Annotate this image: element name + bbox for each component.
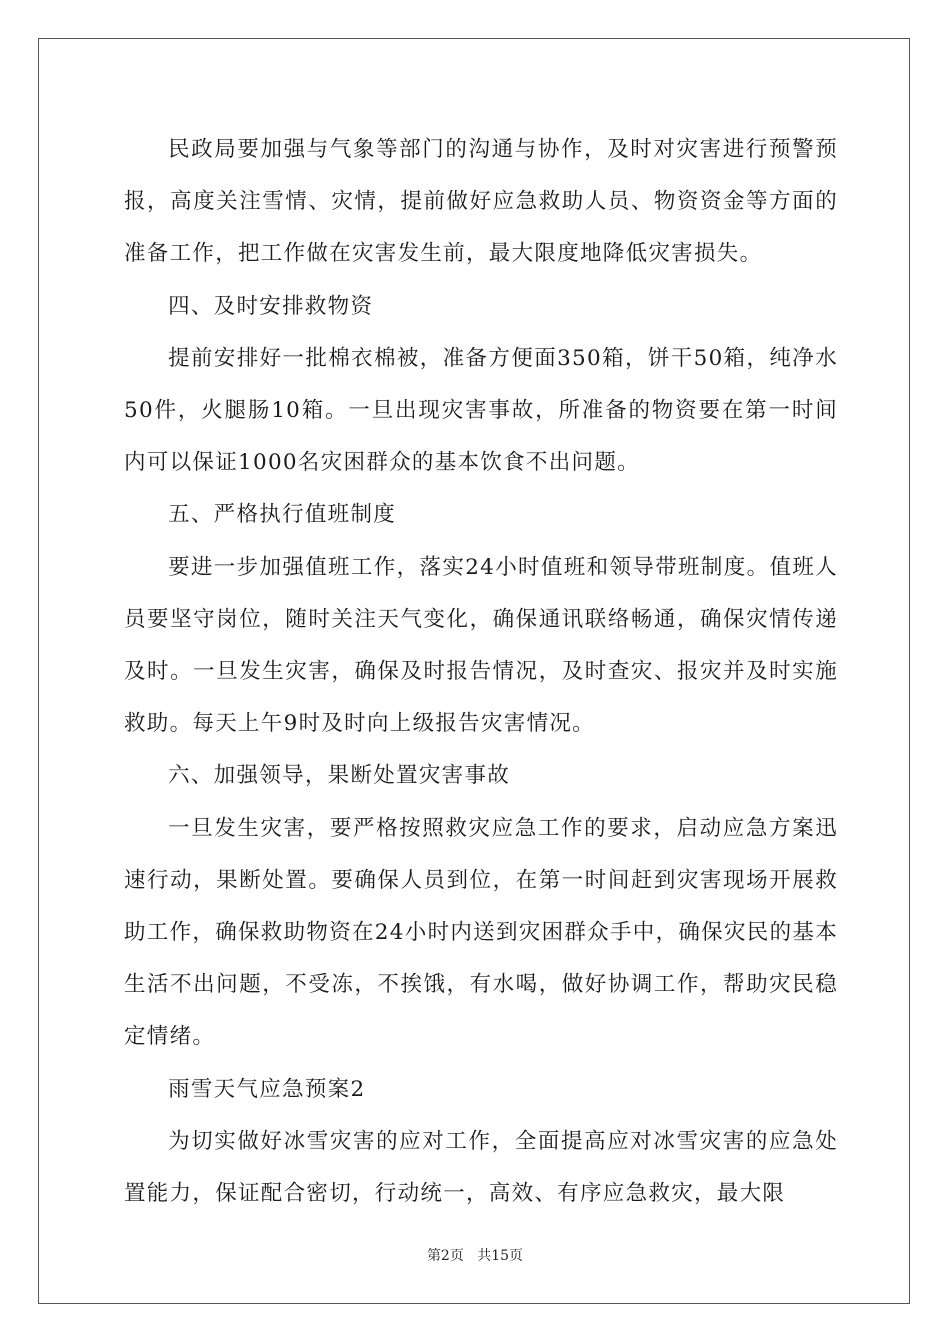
page-number: 第2页: [426, 1248, 464, 1264]
section-heading-5: 五、严格执行值班制度: [168, 502, 397, 528]
paragraph-plan-2-intro: 为切实做好冰雪灾害的应对工作，全面提高应对冰雪灾害的应急处置能力，保证配合密切，行动统一，高效、有序应急救灾，最大限: [124, 1128, 838, 1207]
paragraph-leadership: 一旦发生灾害，要严格按照救灾应急工作的要求，启动应急方案迅速行动，果断处置。要确保人员到位，在第一时间赶到灾害现场开展救助工作，确保救助物资在24小时内送到灾困群众手中，确保灾民的基本生活不出问题，不受冻，不挨饿，有水喝，做好协调工作，帮助灾民稳定情绪。: [124, 815, 838, 1050]
page-total: 共15页: [477, 1248, 524, 1264]
document-body: [124, 124, 838, 1220]
paragraph-supplies: 提前安排好一批棉衣棉被，准备方便面350箱，饼干50箱，纯净水50件，火腿肠10箱。一旦出现灾害事故，所准备的物资要在第一时间内可以保证1000名灾困群众的基本饮食不出问题。: [124, 345, 838, 476]
paragraph-duty: 要进一步加强值班工作，落实24小时值班和领导带班制度。值班人员要坚守岗位，随时关注天气变化，确保通讯联络畅通，确保灾情传递及时。一旦发生灾害，确保及时报告情况，及时查灾、报灾并及时实施救助。每天上午9时及时向上级报告灾害情况。: [124, 554, 838, 737]
section-heading-4: 四、及时安排救物资: [168, 293, 374, 319]
section-heading-6: 六、加强领导，果断处置灾害事故: [168, 763, 511, 789]
paragraph-preparation: 民政局要加强与气象等部门的沟通与协作，及时对灾害进行预警预报，高度关注雪情、灾情，提前做好应急救助人员、物资资金等方面的准备工作，把工作做在灾害发生前，最大限度地降低灾害损失。: [124, 137, 838, 267]
plan-title-2: 雨雪天气应急预案2: [168, 1076, 366, 1102]
page-footer: [0, 1246, 950, 1266]
